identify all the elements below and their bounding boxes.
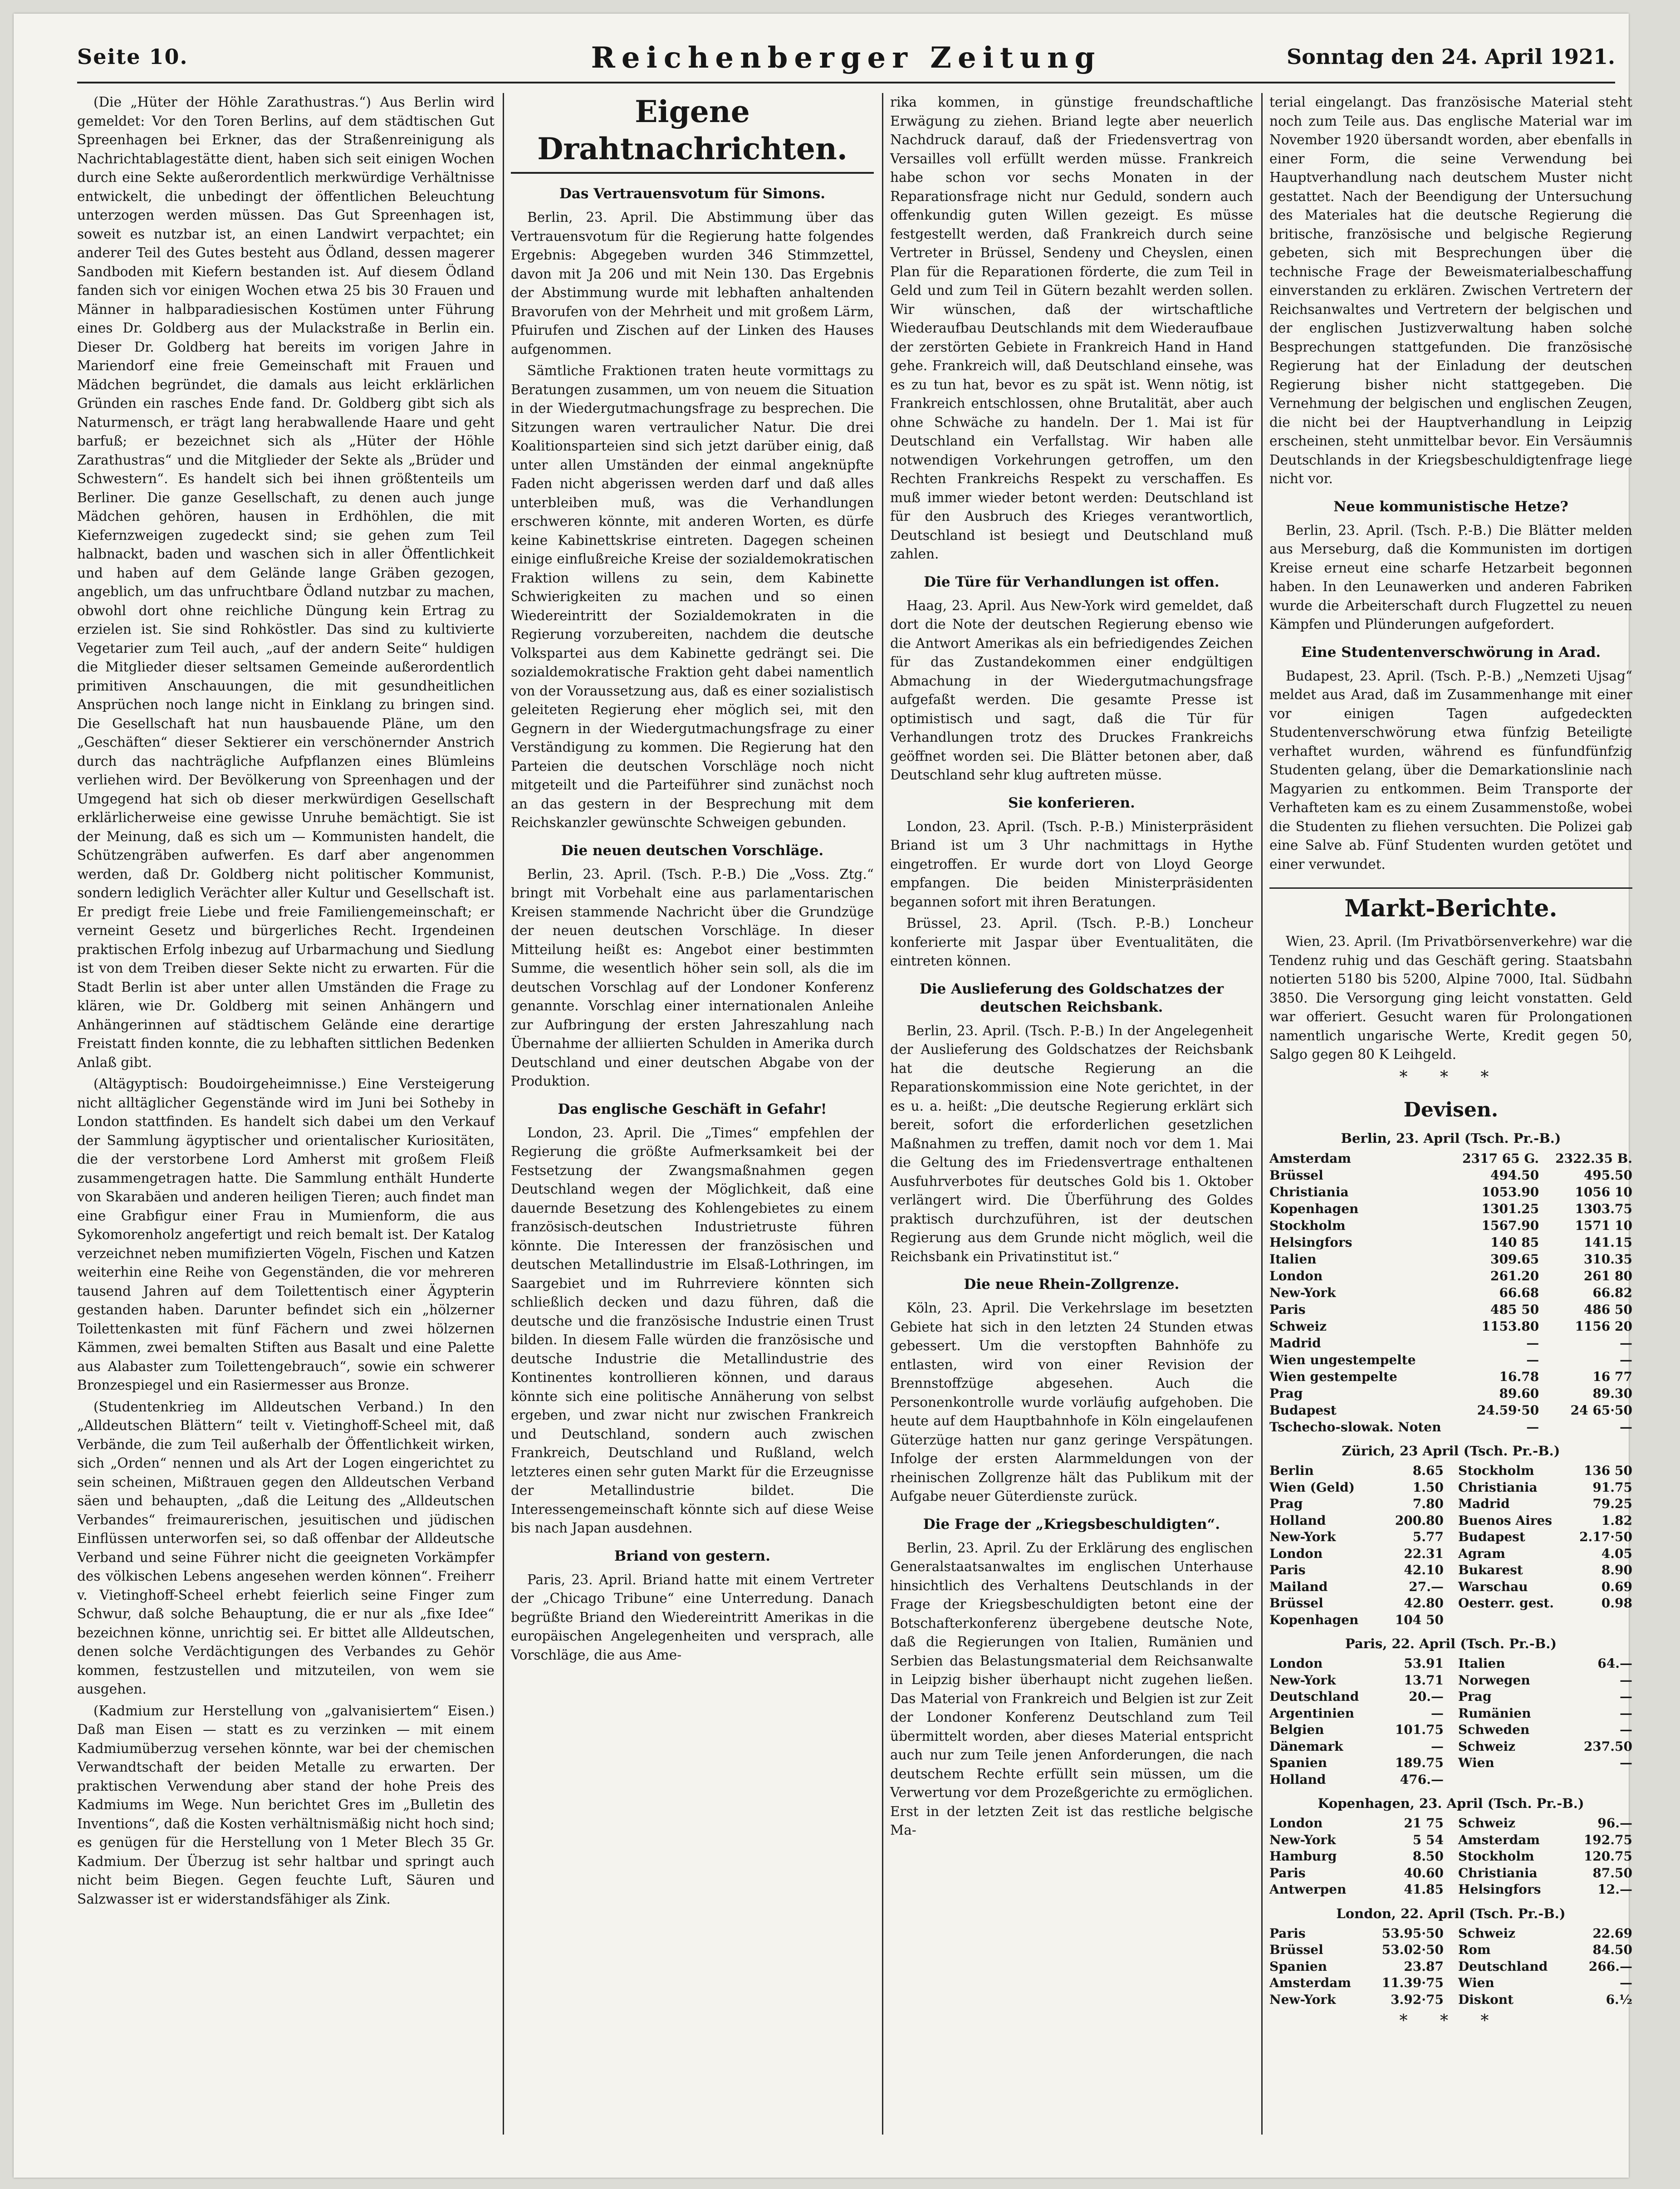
rate-block-head: Paris, 22. April (Tsch. Pr.-B.) bbox=[1345, 1636, 1557, 1651]
rate-row bbox=[1269, 1865, 1444, 1882]
headline: Sie konferieren. bbox=[1008, 794, 1135, 811]
rate-row bbox=[1458, 1579, 1632, 1596]
rate-value: — bbox=[1620, 1672, 1632, 1688]
rate-place: Prag bbox=[1269, 1386, 1303, 1401]
rate-value: 8.50 bbox=[1412, 1849, 1444, 1864]
rate-place: Helsingfors bbox=[1269, 1235, 1352, 1250]
article-paragraph: Berlin, 23. April. (Tsch. P.-B.) Die „Voss. Ztg.“ bringt mit Vorbehalt eine aus parlamentarischen Kreisen stammende Nachricht über die Grundzüge der neuen deutschen Vorschläge. In dieser Mitteilung heißt es: Angebot einer bestimmten Summe, die wesentlich höher sein soll, als die im deutschen Vorschlag auf der Londoner Konferenz genannte. Vorschlag einer internationalen Anleihe zur Aufbringung der ersten Jahreszahlung nach Übernahme der alliierten Schulden in Amerika durch Deutschland und einer deutschen Abgabe von der Produktion. bbox=[511, 866, 874, 1089]
rate-place: Budapest bbox=[1269, 1403, 1337, 1418]
rate-place: London bbox=[1269, 1656, 1323, 1671]
rate-place: Christiania bbox=[1458, 1865, 1538, 1880]
rate-row bbox=[1458, 1925, 1632, 1942]
rate-value: 21 75 bbox=[1404, 1816, 1444, 1831]
headline: Das englische Geschäft in Gefahr! bbox=[558, 1101, 827, 1117]
rate-value: — bbox=[1526, 1420, 1539, 1435]
rate-value: — bbox=[1620, 1689, 1632, 1704]
rate-value: 53.91 bbox=[1404, 1656, 1444, 1671]
rate-value: 2322.35 B. bbox=[1555, 1151, 1632, 1166]
rate-value: 24 65·50 bbox=[1570, 1403, 1632, 1418]
rate-block-head: London, 22. April (Tsch. Pr.-B.) bbox=[1336, 1905, 1566, 1921]
rate-block-head: Berlin, 23. April (Tsch. Pr.-B.) bbox=[1341, 1131, 1561, 1146]
rate-row bbox=[1269, 1722, 1444, 1738]
rate-row bbox=[1458, 1722, 1632, 1738]
rate-place: Kopenhagen bbox=[1269, 1201, 1359, 1216]
article-paragraph: Brüssel, 23. April. (Tsch. P.-B.) Loncheur konferierte mit Jaspar über Eventualitäten, die eintreten können. bbox=[890, 916, 1253, 969]
rate-place: Paris bbox=[1269, 1865, 1306, 1880]
rate-place: Brüssel bbox=[1269, 1168, 1323, 1183]
separator-stars: * * * bbox=[1399, 2012, 1503, 2030]
rate-value: 53.02·50 bbox=[1381, 1942, 1444, 1957]
rate-value: 41.85 bbox=[1404, 1882, 1444, 1897]
rate-value: 13.71 bbox=[1404, 1672, 1444, 1688]
rate-value: 16.78 bbox=[1499, 1369, 1539, 1384]
rates-right-column bbox=[1458, 1655, 1632, 1788]
rate-value: — bbox=[1431, 1705, 1444, 1721]
rate-row bbox=[1269, 1672, 1444, 1689]
rate-row bbox=[1269, 1959, 1444, 1975]
rate-place: Norwegen bbox=[1458, 1672, 1530, 1688]
rate-value: 136 50 bbox=[1583, 1463, 1632, 1478]
article-zarathustra: (Die „Hüter der Höhle Zarathustras.“) Aus Berlin wird gemeldet: Vor den Toren Berlins, auf dem städtischen Gut Spreenhagen bei Erkner, das der Straßenreinigung als Nachrichtablagestätte dient, haben sich seit einigen Wochen durch eine Sekte außerordentlich merkwürdige Verhältnisse entwickelt, die unbedingt der öffentlichen Beleuchtung unterzogen werden müssen. Das Gut Spreenhagen ist, soweit es nutzbar ist, an einen Landwirt verpachtet; ein anderer Teil des Gutes besteht aus Ödland, dessen magerer Sandboden mit Kiefern bestanden ist. Auf diesem Ödland fanden sich vor einigen Wochen etwa 25 bis 30 Frauen und Männer in halbparadiesischen Kostümen unter Führung eines Dr. Goldberg aus der Mulackstraße in Berlin ein. Dieser Dr. Goldberg hat bereits im vorigen Jahre in Mariendorf eine freie Gemeinschaft mit Frauen und Mädchen begründet, die damals aus leicht erklärlichen Gründen ein rasches Ende fand. Dr. Goldberg gibt sich als Naturmensch, er trägt lang herabwallende Haare und geht barfuß; er bezeichnet sich als „Hüter der Höhle Zarathustras“ und die Mitglieder der Sekte als „Brüder und Schwestern“. Es handelt sich bei ihnen größtenteils um Berliner. Die ganze Gesellschaft, zu denen auch junge Mädchen gehören, hausen in Erdhöhlen, die mit Kiefernzweigen zugedeckt sind; sie gehen zum Teil halbnackt, baden und waschen sich in aller Öffentlichkeit und haben auf dem Gelände lange Gräben gezogen, angeblich, um das unfruchtbare Ödland nutzbar zu machen, obwohl dort ohne reichliche Düngung kein Ertrag zu erzielen ist. Sie sind Rohköstler. Das sind zu kultivierte Vegetarier zum Teil auch, „auf der andern Seite“ huldigen die Mitglieder dieser seltsamen Gemeinde außerordentlich primitiven Anschauungen, die mit gesundheitlichen Ansprüchen noch lange nicht in Einklang zu bringen sind. Die Gesellschaft hat nun hausbauende Pläne, um den „Geschäften“ dieser Sektierer ein verschönernder Anstrich durch das nachträgliche Aufpflanzen eines Blümleins verliehen wird. Der Bevölkerung von Spreenhagen und der Umgegend hat sich ob dieser merkwürdigen Gesellschaft erklärlicherweise eine gewisse Unruhe bemächtigt. Sie ist der Meinung, daß es sich um — Kommunisten handelt, die Schützengräben aufwerfen. Es darf aber angenommen werden, daß Dr. Goldberg nicht politischer Kommunist, sondern lediglich Verächter aller Kultur und Gesellschaft ist. Er predigt freie Liebe und freie Familiengemeinschaft; er verneint Gesetz und bürgerliches Recht. Irgendeinen praktischen Erfolg inbezug auf Urbarmachung und Siedlung ist von dem Treiben dieser Sekte nicht zu erwarten. Für die Stadt Berlin ist aber unter allen Umständen die Frage zu klären, wie Dr. Goldberg mit seinen Anhängern und Anhängerinnen auf städtischem Gelände eine derartige Freistatt finden konnte, die zu lebhaften sittlichen Bedenken Anlaß gibt. bbox=[77, 94, 495, 1070]
rate-row bbox=[1269, 1463, 1444, 1479]
rate-value: 84.50 bbox=[1592, 1942, 1632, 1957]
headline: Die neuen deutschen Vorschläge. bbox=[561, 842, 824, 859]
rate-value: 5.77 bbox=[1412, 1529, 1444, 1544]
rate-row bbox=[1458, 1865, 1632, 1882]
rate-row bbox=[1269, 1268, 1632, 1284]
rate-place: New-York bbox=[1269, 1832, 1336, 1847]
rate-row bbox=[1269, 1402, 1632, 1419]
rate-value: 1153.80 bbox=[1481, 1319, 1539, 1334]
separator-stars: * * * bbox=[1399, 1068, 1503, 1087]
rate-value: 0.98 bbox=[1601, 1596, 1632, 1611]
rate-place: Deutschland bbox=[1458, 1959, 1548, 1974]
article-paragraph: London, 23. April. Die „Times“ empfehlen der Regierung die größte Aufmerksamkeit bei der Festsetzung der Zwangsmaßnahmen gegen Deutschland wegen der Möglichkeit, daß eine dauernde Besetzung des Kohlengebietes zu einem französisch-deutschen Industrietruste führen könnte. Die Interessen der französischen und deutschen Metallindustrie im Elsaß-Lothringen, im Saargebiet und im Ruhrreviere könnten sich schließlich decken und dazu führen, daß die deutsche und die französische Industrie einen Trust bilden. In diesem Falle würden die französische und deutsche Industrie die Metallindustrie des Kontinentes kontrollieren können, und daraus könnte sich eine politische Annäherung von selbst ergeben, und zwar nicht nur zwischen Frankreich und Deutschland, sondern auch zwischen Frankreich, Deutschland und Rußland, welch letzteres einen sehr guten Markt für die Erzeugnisse der Metallindustrie bildet. Die Interessengemeinschaft könnte sich auf diese Weise bis nach Japan ausdehnen. bbox=[511, 1125, 874, 1536]
rate-row bbox=[1269, 1689, 1444, 1705]
rate-value: 192.75 bbox=[1583, 1832, 1632, 1847]
rate-row bbox=[1269, 1150, 1632, 1167]
rate-value: 42.80 bbox=[1404, 1596, 1444, 1611]
rate-row bbox=[1269, 1234, 1632, 1251]
headline: Das Vertrauensvotum für Simons. bbox=[559, 186, 826, 202]
rate-row bbox=[1269, 1881, 1444, 1898]
rate-value: 266.— bbox=[1588, 1959, 1632, 1974]
rate-value: 261.20 bbox=[1490, 1268, 1539, 1283]
rate-value: 79.25 bbox=[1592, 1496, 1632, 1511]
rate-value: 27.— bbox=[1409, 1579, 1444, 1594]
rate-row bbox=[1269, 1655, 1444, 1672]
rate-place: Amsterdam bbox=[1458, 1832, 1540, 1847]
rate-row bbox=[1269, 1479, 1444, 1496]
article-paragraph: London, 23. April. (Tsch. P.-B.) Ministerpräsident Briand ist um 3 Uhr nachmittags in Hythe eingetroffen. Er wurde dort von Lloyd George empfangen. Die beiden Ministerpräsidenten begannen sofort mit ihren Beratungen. bbox=[890, 818, 1253, 910]
rate-value: 42.10 bbox=[1404, 1562, 1444, 1577]
rate-row bbox=[1269, 1368, 1632, 1385]
article-paragraph: Budapest, 23. April. (Tsch. P.-B.) „Nemzeti Ujsag“ meldet aus Arad, daß im Zusammenhange mit einer vor einigen Tagen aufgedeckten Studentenverschwörung etwa fünfzig Beteiligte verhaftet wurden, während es fünfundfünfzig Studenten gelang, über die Demarkationslinie nach Magyarien zu entkommen. Beim Transporte der Verhafteten kam es zu einem Zusammenstoße, wobei die Studenten zu fliehen versuchten. Die Polizei gab eine Salve ab. Fünf Studenten wurden getötet und einer verwundet. bbox=[1269, 668, 1632, 872]
article-altaegyptisch: (Altägyptisch: Boudoirgeheimnisse.) Eine Versteigerung nicht alltäglicher Gegenstände wird im Juni bei Sotheby in London stattfinden. Es handelt sich dabei um den Verkauf der Sammlung ägyptischer und orientalischer Kuriositäten, die der verstorbene Lord Amherst mit großem Fleiß zusammengetragen hatte. Die Sammlung enthält Hunderte von Skarabäen und anderen heiligen Tieren; auch findet man eine Grabfigur einer Frau in Mumienform, die aus Sykomorenholz angefertigt und reich bemalt ist. Der Katalog verzeichnet neben mumifizierten Vögeln, Fischen und Katzen weiterhin eine Reihe von Gegenständen, die vor mehreren tausend Jahren auf dem Toilettentisch einer Ägypterin gestanden haben. Darunter befindet sich ein „hölzerner Toilettenkasten mit fünf Fächern und zwei hölzernen Kämmen, zwei bemalten Stiften aus Basalt und eine Palette aus Alabaster zum Toilettengebrauch“, sowie ein schwerer Bronzespiegel und ein Rasiermesser aus Bronze. bbox=[77, 1076, 495, 1393]
rate-value: 486 50 bbox=[1583, 1302, 1632, 1317]
rate-place: Prag bbox=[1269, 1496, 1303, 1511]
rate-row bbox=[1458, 1832, 1632, 1849]
devisen-title: Devisen. bbox=[1403, 1098, 1499, 1121]
rate-row bbox=[1269, 1815, 1444, 1832]
rate-place: Stockholm bbox=[1269, 1218, 1346, 1233]
rate-place: Berlin bbox=[1269, 1463, 1314, 1478]
rate-place: Tschecho-slowak. Noten bbox=[1269, 1420, 1441, 1435]
rate-place: Prag bbox=[1458, 1689, 1492, 1704]
rate-value: 53.95·50 bbox=[1381, 1925, 1444, 1941]
rate-place: Buenos Aires bbox=[1458, 1513, 1553, 1528]
rates-left-column bbox=[1269, 1815, 1444, 1898]
rate-value: 24.59·50 bbox=[1477, 1403, 1539, 1418]
rate-row bbox=[1458, 1975, 1632, 1992]
rate-place: Paris bbox=[1269, 1925, 1306, 1941]
rate-place: Belgien bbox=[1269, 1722, 1324, 1737]
headline: Eine Studentenverschwörung in Arad. bbox=[1301, 644, 1601, 661]
rate-place: Spanien bbox=[1269, 1755, 1327, 1770]
rate-value: — bbox=[1620, 1755, 1632, 1770]
rate-row bbox=[1269, 1251, 1632, 1268]
rate-row bbox=[1269, 1546, 1444, 1562]
newspaper-page bbox=[14, 14, 1632, 2178]
rate-place: Argentinien bbox=[1269, 1705, 1354, 1721]
rate-value: 1.82 bbox=[1601, 1513, 1632, 1528]
market-wien-paragraph: Wien, 23. April. (Im Privatbörsenverkehre) war die Tendenz ruhig und das Geschäft gering. Staatsbahn notierten 5180 bis 5200, Alpine 7000, Ital. Südbahn 3850. Die Versorgung ging leicht vonstatten. Geld war offeriert. Gesucht waren für Prolongationen namentlich ungarische Werte, Kredit gegen 50, Salgo gegen 80 K Leihgeld. bbox=[1269, 934, 1632, 1062]
rate-place: New-York bbox=[1269, 1285, 1336, 1300]
article-alldeutscher-verband: (Studentenkrieg im Alldeutschen Verband.) In den „Alldeutschen Blättern“ teilt v. Vietinghoff-Scheel mit, daß Verbände, die zum Teil außerhalb der Öffentlichkeit wirken, sich „Orden“ nennen und als Art der Logen eingerichtet zu sein scheinen, Mißtrauen gegen den Alldeutschen Verband säen und behaupten, „daß die Leitung des „Alldeutschen Verbandes“ freimaurerischen, jesuitischen und jüdischen Einflüssen unterworfen sei, so daß offenbar der Alldeutsche Verband und seine Führer nicht die geeigneten Vorkämpfer des völkischen Lebens angesehen werden können“. Freiherr v. Vietinghoff-Scheel erhebt feierlich seine Finger zum Schwur, daß solche Behauptung, die er nur als „fixe Idee“ bezeichnen könne, unrichtig sei. Er bittet alle Alldeutschen, denen solche Verdächtigungen des Verbandes zu Gehör kommen, festzustellen und mitzuteilen, von wem sie ausgehen. bbox=[77, 1399, 495, 1697]
rate-row bbox=[1458, 1705, 1632, 1722]
rate-row bbox=[1458, 1496, 1632, 1513]
rate-value: 1567.90 bbox=[1481, 1218, 1539, 1233]
rate-value: 5 54 bbox=[1412, 1832, 1444, 1847]
rate-row bbox=[1269, 1419, 1632, 1435]
rate-place: Brüssel bbox=[1269, 1942, 1323, 1957]
rate-row bbox=[1269, 1595, 1444, 1612]
column-rule bbox=[503, 93, 504, 2135]
rate-row bbox=[1458, 1942, 1632, 1959]
rate-place: Holland bbox=[1269, 1513, 1326, 1528]
rate-place: Italien bbox=[1458, 1656, 1505, 1671]
rate-place: Dänemark bbox=[1269, 1738, 1343, 1754]
rate-value: 66.68 bbox=[1499, 1285, 1539, 1300]
rates-right-column bbox=[1458, 1925, 1632, 2008]
article-paragraph: Köln, 23. April. Die Verkehrslage im besetzten Gebiete hat sich in den letzten 24 Stunden etwas gebessert. Um die verstopften Bahnhöfe zu entlasten, wird von einer Revision der Brennstoffzüge abgesehen. Auch die Personenkontrolle wurde vorläufig aufgehoben. Die heute auf dem Hauptbahnhofe in Köln eingelaufenen Güterzüge hatten nur ganz geringe Verspätungen. Infolge der ersten Alarmmeldungen von der rheinischen Zollgrenze hält das Publikum mit der Aufgabe neuer Güterdienste zurück. bbox=[890, 1300, 1253, 1504]
rate-value: 11.39·75 bbox=[1381, 1975, 1444, 1990]
rate-row bbox=[1269, 1352, 1632, 1368]
rate-value: 485 50 bbox=[1490, 1302, 1539, 1317]
rate-row bbox=[1458, 1655, 1632, 1672]
rate-place: London bbox=[1269, 1268, 1323, 1283]
rate-value: 40.60 bbox=[1404, 1865, 1444, 1880]
rate-value: 20.— bbox=[1409, 1689, 1444, 1704]
rate-place: Paris bbox=[1269, 1302, 1306, 1317]
rate-place: Brüssel bbox=[1269, 1596, 1323, 1611]
rate-value: 0.69 bbox=[1601, 1579, 1632, 1594]
rate-value: 1303.75 bbox=[1575, 1201, 1632, 1216]
rates-left-column bbox=[1269, 1463, 1444, 1628]
rate-value: 494.50 bbox=[1490, 1168, 1539, 1183]
rate-place: New-York bbox=[1269, 1529, 1336, 1544]
article-paragraph: Berlin, 23. April. (Tsch. P.-B.) Die Blätter melden aus Merseburg, daß die Kommunisten im dortigen Kreise erneut eine scharfe Hetzarbeit begonnen haben. In den Leunawerken und anderen Fabriken wurde die Arbeiterschaft durch Flugzettel zu neuen Kämpfen und Plünderungen aufgefordert. bbox=[1269, 522, 1632, 632]
rate-row bbox=[1269, 1284, 1632, 1301]
rate-row bbox=[1458, 1546, 1632, 1562]
article-paragraph: Haag, 23. April. Aus New-York wird gemeldet, daß dort die Note der deutschen Regierung ebenso wie die Antwort Amerikas als ein befriedigendes Zeichen für das Zustandekommen einer endgültigen Abmachung in der Wiedergutmachungsfrage aufgefaßt werden. Die gesamte Presse ist optimistisch und sagt, daß die Tür für Verhandlungen trotz des Druckes Frankreichs geöffnet worden sei. Die Blätter betonen aber, daß Deutschland sehr klug auftreten müsse. bbox=[890, 597, 1253, 783]
rate-value: 200.80 bbox=[1395, 1513, 1444, 1528]
rate-place: Holland bbox=[1269, 1772, 1326, 1787]
rate-row bbox=[1269, 1184, 1632, 1200]
article-paragraph: Berlin, 23. April. Zu der Erklärung des englischen Generalstaatsanwaltes im englischen Unterhause hinsichtlich des Verhaltens Deutschlands in der Frage der Kriegsbeschuldigten betont eine der Botschafterkonferenz übergebene deutsche Note, daß die Regierungen von Italien, Rumänien und Serbien das Belastungsmaterial dem Reichsanwalte in Leipzig bisher überhaupt nicht zugehen ließen. Das Material von Frankreich und Belgien ist zur Zeit der Londoner Konferenz Deutschland zum Teil übermittelt worden, aber dieses Material entspricht auch nur zum Teile jenen Anforderungen, die nach deutschem Rechte erfüllt sein müssen, um die Verwertung vor dem Prozeßgerichte zu ermöglichen. Erst in der letzten Zeit ist das restliche belgische Ma- bbox=[890, 1540, 1253, 1838]
rate-value: 6.½ bbox=[1606, 1992, 1632, 2007]
rate-place: Amsterdam bbox=[1269, 1151, 1351, 1166]
rate-row bbox=[1269, 1335, 1632, 1352]
rate-place: Madrid bbox=[1458, 1496, 1510, 1511]
rate-place: Rumänien bbox=[1458, 1705, 1531, 1721]
rate-place: Stockholm bbox=[1458, 1463, 1534, 1478]
rate-place: London bbox=[1269, 1816, 1323, 1831]
rate-value: 66.82 bbox=[1592, 1285, 1632, 1300]
rate-place: Bukarest bbox=[1458, 1562, 1523, 1577]
rate-value: 89.30 bbox=[1592, 1386, 1632, 1401]
rate-value: — bbox=[1620, 1975, 1632, 1990]
rate-value: 1.50 bbox=[1412, 1479, 1444, 1495]
rate-value: 3.92·75 bbox=[1391, 1992, 1444, 2007]
rate-row bbox=[1269, 1167, 1632, 1184]
rate-place: Helsingfors bbox=[1458, 1882, 1541, 1897]
issue-date: Sonntag den 24. April 1921. bbox=[1286, 44, 1615, 69]
london-rates bbox=[1269, 1925, 1632, 2008]
rate-row bbox=[1269, 1705, 1444, 1722]
newspaper-title: Reichenberger Zeitung bbox=[591, 41, 1102, 75]
rate-row bbox=[1269, 1832, 1444, 1849]
article-paragraph: rika kommen, in günstige freundschaftliche Erwägung zu ziehen. Briand legte aber neuerlich Nachdruck darauf, daß der Friedensvertrag von Versailles voll erfüllt werden müsse. Frankreich habe schon vor sechs Monaten in der Reparationsfrage nicht nur Geduld, sondern auch offenkundig guten Willen gezeigt. Es müsse festgestellt werden, daß Frankreich durch seine Vertreter in Brüssel, Sendeny und Cheyslen, einen Plan für die Reparationen förderte, die zum Teil in Geld und zum Teil in Gütern bezahlt werden sollen. Wir wünschen, daß der wirtschaftliche Wiederaufbau Deutschlands mit dem Wiederaufbaue der zerstörten Gebiete in Frankreich Hand in Hand gehe. Frankreich will, daß Deutschland einsehe, was es zu tun hat, bevor es zu spät ist. Wenn nötig, ist Frankreich entschlossen, ohne Brutalität, aber auch ohne Schwäche zu handeln. Der 1. Mai ist für Deutschland ein Verfallstag. Wir haben alle notwendigen Vorkehrungen getroffen, um den Rechten Frankreichs Respekt zu verschaffen. Es muß immer wieder betont werden: Deutschland ist für den Ausbruch des Krieges verantwortlich, Deutschland ist besiegt und Deutschland muß zahlen. bbox=[890, 94, 1253, 562]
rate-row bbox=[1458, 1755, 1632, 1772]
rate-value: — bbox=[1620, 1420, 1632, 1435]
rate-value: — bbox=[1620, 1705, 1632, 1721]
rate-row bbox=[1269, 1385, 1632, 1402]
rate-place: Spanien bbox=[1269, 1959, 1327, 1974]
rate-place: Schweiz bbox=[1458, 1925, 1516, 1941]
page-number: Seite 10. bbox=[77, 44, 188, 69]
rate-value: — bbox=[1620, 1722, 1632, 1737]
rate-place: Christiania bbox=[1458, 1479, 1538, 1495]
rate-row bbox=[1458, 1959, 1632, 1975]
rate-row bbox=[1269, 1772, 1444, 1788]
rate-value: 7.80 bbox=[1412, 1496, 1444, 1511]
rate-value: 2.17·50 bbox=[1579, 1529, 1632, 1544]
rate-value: 16 77 bbox=[1592, 1369, 1632, 1384]
column-1 bbox=[77, 93, 495, 2135]
article-paragraph: Paris, 23. April. Briand hatte mit einem Vertreter der „Chicago Tribune“ eine Unterredung. Danach begrüßte Briand den Wiedereintritt Amerikas in die europäischen Angelegenheiten und versprach, alle Vorschläge, die aus Ame- bbox=[511, 1572, 874, 1663]
rate-place: Agram bbox=[1458, 1546, 1505, 1561]
rate-value: 8.90 bbox=[1601, 1562, 1632, 1577]
column-2 bbox=[511, 93, 874, 2135]
rate-place: Wien ungestempelte bbox=[1269, 1352, 1416, 1367]
rate-value: 141.15 bbox=[1583, 1235, 1632, 1250]
rate-row bbox=[1458, 1815, 1632, 1832]
headline: Die Frage der „Kriegsbeschuldigten“. bbox=[923, 1516, 1220, 1533]
rates-right-column bbox=[1458, 1815, 1632, 1898]
rate-row bbox=[1269, 1975, 1444, 1992]
rates-right-column bbox=[1458, 1463, 1632, 1628]
rate-place: Mailand bbox=[1269, 1579, 1328, 1594]
rate-value: 261 80 bbox=[1583, 1268, 1632, 1283]
rate-row bbox=[1458, 1529, 1632, 1546]
rate-value: — bbox=[1526, 1352, 1539, 1367]
rate-row bbox=[1458, 1672, 1632, 1689]
rate-value: 309.65 bbox=[1490, 1252, 1539, 1267]
rate-row bbox=[1458, 1562, 1632, 1579]
rates-left-column bbox=[1269, 1655, 1444, 1788]
rate-value: 120.75 bbox=[1583, 1849, 1632, 1864]
rate-row bbox=[1269, 1301, 1632, 1318]
rate-row bbox=[1269, 1738, 1444, 1755]
rate-block-head: Zürich, 23 April (Tsch. Pr.-B.) bbox=[1342, 1443, 1560, 1459]
rate-row bbox=[1269, 1529, 1444, 1546]
column-rule bbox=[882, 93, 883, 2135]
column-4 bbox=[1269, 93, 1632, 2135]
rate-place: Wien (Geld) bbox=[1269, 1479, 1355, 1495]
rate-value: 1156 20 bbox=[1575, 1319, 1632, 1334]
headline: Die Auslieferung des Goldschatzes der deutschen Reichsbank. bbox=[919, 980, 1224, 1015]
rate-place: Budapest bbox=[1458, 1529, 1525, 1544]
rate-row bbox=[1458, 1513, 1632, 1529]
rate-value: 4.05 bbox=[1601, 1546, 1632, 1561]
section-title-drahtnachrichten: Eigene Drahtnachrichten. bbox=[511, 93, 874, 174]
rate-row bbox=[1269, 1579, 1444, 1596]
rate-row bbox=[1269, 1496, 1444, 1513]
rate-row bbox=[1269, 1925, 1444, 1942]
rate-place: New-York bbox=[1269, 1672, 1336, 1688]
headline: Neue kommunistische Hetze? bbox=[1333, 498, 1568, 515]
rate-place: Wien bbox=[1458, 1975, 1494, 1990]
rate-place: Wien gestempelte bbox=[1269, 1369, 1397, 1384]
rate-value: 22.31 bbox=[1404, 1546, 1444, 1561]
berlin-rates-table bbox=[1269, 1150, 1632, 1435]
rate-value: 89.60 bbox=[1499, 1386, 1539, 1401]
rate-place: New-York bbox=[1269, 1992, 1336, 2007]
rate-place: Deutschland bbox=[1269, 1689, 1359, 1704]
rate-row bbox=[1269, 1513, 1444, 1529]
rate-place: Italien bbox=[1269, 1252, 1317, 1267]
rate-value: 8.65 bbox=[1412, 1463, 1444, 1478]
rate-place: Amsterdam bbox=[1269, 1975, 1351, 1990]
rate-row bbox=[1269, 1217, 1632, 1234]
rate-value: 310.35 bbox=[1583, 1252, 1632, 1267]
paris-rates bbox=[1269, 1655, 1632, 1788]
rate-row bbox=[1458, 1595, 1632, 1612]
rate-value: 476.— bbox=[1400, 1772, 1444, 1787]
rate-place: Schweiz bbox=[1458, 1816, 1516, 1831]
rate-place: Wien bbox=[1458, 1755, 1494, 1770]
article-paragraph: terial eingelangt. Das französische Material steht noch zum Teile aus. Das englische Material war im November 1920 übersandt worden, aber ebenfalls in einer Form, die seine Verwendung bei Hauptverhandlung nach deutschem Muster nicht gestattet. Nach der Beendigung der Untersuchung des Materiales hat die deutsche Regierung die britische, französische und belgische Regierung gebeten, sich mit Besprechungen über die technische Frage der Beweismaterialbeschaffung einverstanden zu erklären. Zwischen Vertretern der Reichsanwaltes und Vertretern der belgischen und der englischen Justizverwaltung haben solche Besprechungen stattgefunden. Die französische Regierung hat der Einladung der deutschen Regierung bisher nicht stattgegeben. Die Vernehmung der belgischen und englischen Zeugen, die nicht bei der Hauptverhandlung in Leipzig erscheinen, steht unmittelbar bevor. Ein Versäumnis Deutschlands in der Kriegsbeschuldigtenfrage liege nicht vor. bbox=[1269, 94, 1632, 486]
rate-place: Antwerpen bbox=[1269, 1882, 1347, 1897]
page-header bbox=[77, 41, 1615, 83]
rate-place: Kopenhagen bbox=[1269, 1612, 1359, 1627]
rate-place: Madrid bbox=[1269, 1336, 1321, 1351]
article-paragraph: Sämtliche Fraktionen traten heute vormittags zu Beratungen zusammen, um von neuem die Situation in der Wiedergutmachungsfrage zu besprechen. Die Sitzungen waren vertraulicher Natur. Die drei Koalitionsparteien sind sich jetzt darüber einig, daß unter allen Umständen der einmal angeknüpfte Faden nicht abgerissen werden darf und daß alles unterbleiben muß, was die Verhandlungen erschweren könnte, mit anderen Worten, es dürfe keine Kabinettskrise eintreten. Dagegen scheinen einige einflußreiche Kreise der sozialdemokratischen Fraktion willens zu sein, dem Kabinette Schwierigkeiten zu machen und so einen Wiedereintritt der Sozialdemokraten in die Regierung vorzubereiten, nachdem die deutsche Volkspartei aus dem Kabinette gedrängt sei. Die sozialdemokratische Fraktion geht dabei namentlich von der Voraussetzung aus, daß es einer sozialistisch geleiteten Regierung eher möglich sei, mit den Gegnern in der Wiedergutmachungsfrage zu einer Verständigung zu kommen. Die Regierung hat den Parteien die deutschen Vorschläge noch nicht mitgeteilt und die Parteiführer sind zunächst noch an das gestern in der Besprechung mit dem Reichskanzler gewünschte Schweigen gebunden. bbox=[511, 363, 874, 830]
rate-block-head: Kopenhagen, 23. April (Tsch. Pr.-B.) bbox=[1318, 1796, 1584, 1811]
rate-value: — bbox=[1431, 1738, 1444, 1754]
rate-value: 96.— bbox=[1597, 1816, 1632, 1831]
rate-row bbox=[1269, 1318, 1632, 1335]
rate-value: 23.87 bbox=[1404, 1959, 1444, 1974]
rate-row bbox=[1458, 1738, 1632, 1755]
kopenhagen-rates bbox=[1269, 1815, 1632, 1898]
headline: Briand von gestern. bbox=[614, 1547, 770, 1564]
rate-row bbox=[1269, 1992, 1444, 2008]
rate-row bbox=[1458, 1463, 1632, 1479]
rate-value: 1056 10 bbox=[1575, 1185, 1632, 1200]
rate-place: London bbox=[1269, 1546, 1323, 1561]
rate-place: Diskont bbox=[1458, 1992, 1514, 2007]
rate-value: 237.50 bbox=[1583, 1738, 1632, 1754]
rate-place: Schweden bbox=[1458, 1722, 1530, 1737]
rate-value: — bbox=[1620, 1352, 1632, 1367]
rate-row bbox=[1269, 1612, 1444, 1629]
rate-value: — bbox=[1526, 1336, 1539, 1351]
rate-place: Stockholm bbox=[1458, 1849, 1534, 1864]
zuerich-rates bbox=[1269, 1463, 1632, 1628]
rate-row bbox=[1458, 1848, 1632, 1865]
rate-value: 1053.90 bbox=[1481, 1185, 1539, 1200]
market-reports-title: Markt-Berichte. bbox=[1269, 887, 1632, 923]
headline: Die Türe für Verhandlungen ist offen. bbox=[924, 573, 1220, 590]
rate-row bbox=[1458, 1992, 1632, 2008]
article-paragraph: Berlin, 23. April. Die Abstimmung über das Vertrauensvotum für die Regierung hatte folgendes Ergebnis: Abgegeben wurden 346 Stimmzettel, davon mit Ja 206 und mit Nein 130. Das Ergebnis der Abstimmung wurde mit lebhaften anhaltenden Bravorufen von der Mehrheit und mit großem Lärm, Pfuirufen und Zischen auf der Linken des Hauses aufgenommen. bbox=[511, 210, 874, 357]
rate-place: Schweiz bbox=[1269, 1319, 1327, 1334]
rate-place: Oesterr. gest. bbox=[1458, 1596, 1554, 1611]
rate-row bbox=[1458, 1479, 1632, 1496]
rate-place: Warschau bbox=[1458, 1579, 1528, 1594]
rate-row bbox=[1269, 1848, 1444, 1865]
rate-value: — bbox=[1620, 1336, 1632, 1351]
column-3 bbox=[890, 93, 1253, 2135]
rate-value: 12.— bbox=[1597, 1882, 1632, 1897]
rate-value: 2317 65 G. bbox=[1462, 1151, 1539, 1166]
rate-value: 1571 10 bbox=[1575, 1218, 1632, 1233]
rate-value: 104 50 bbox=[1395, 1612, 1444, 1627]
rate-value: 101.75 bbox=[1395, 1722, 1444, 1737]
rate-row bbox=[1269, 1942, 1444, 1959]
headline: Die neue Rhein-Zollgrenze. bbox=[964, 1276, 1180, 1293]
rate-place: Hamburg bbox=[1269, 1849, 1337, 1864]
rate-place: Schweiz bbox=[1458, 1738, 1516, 1754]
rate-value: 87.50 bbox=[1592, 1865, 1632, 1880]
rate-row bbox=[1269, 1755, 1444, 1772]
article-paragraph: Berlin, 23. April. (Tsch. P.-B.) In der Angelegenheit der Auslieferung des Goldschatzes der Reichsbank hat die deutsche Regierung an die Reparationskommission eine Note gerichtet, in der es u. a. heißt: „Die deutsche Regierung erklärt sich bereit, sofort die erforderlichen gesetzlichen Maßnahmen zu treffen, damit noch vor dem 1. Mai die Geltung des im Friedensvertrage enthaltenen Ausfuhrverbotes für deutsches Gold bis 1. Oktober verlängert wird. Die Überführung des Goldes praktisch durchzuführen, ist der deutschen Regierung aus dem Grunde nicht möglich, weil die Reichsbank ein Privatinstitut ist.“ bbox=[890, 1023, 1253, 1264]
rate-value: 1301.25 bbox=[1481, 1201, 1539, 1216]
rate-row bbox=[1269, 1200, 1632, 1217]
rate-place: Christiania bbox=[1269, 1185, 1349, 1200]
rates-left-column bbox=[1269, 1925, 1444, 2008]
rate-value: 91.75 bbox=[1592, 1479, 1632, 1495]
rate-row bbox=[1269, 1562, 1444, 1579]
rate-row bbox=[1458, 1689, 1632, 1705]
article-kadmium: (Kadmium zur Herstellung von „galvanisiertem“ Eisen.) Daß man Eisen — statt es zu verzinken — mit einem Kadmiumüberzug versehen könnte, war bei der chemischen Verwandtschaft der beiden Metalle zu erwarten. Der praktischen Verwendung aber stand der hohe Preis des Kadmiums im Wege. Nun berichtet Gres im „Bulletin des Inventions“, daß die Kosten verhältnismäßig nicht hoch sind; es genügen für die Herstellung von 1 Meter Blech 35 Gr. Kadmium. Der Überzug ist sehr haltbar und springt auch nicht beim Biegen. Gegen feuchte Luft, Säuren und Salzwasser ist er widerstandsfähiger als Zink. bbox=[77, 1703, 495, 1907]
rate-value: 64.— bbox=[1597, 1656, 1632, 1671]
rate-value: 140 85 bbox=[1490, 1235, 1539, 1250]
rate-place: Rom bbox=[1458, 1942, 1491, 1957]
rate-value: 189.75 bbox=[1395, 1755, 1444, 1770]
rate-place: Paris bbox=[1269, 1562, 1306, 1577]
rate-row bbox=[1458, 1881, 1632, 1898]
rate-value: 495.50 bbox=[1583, 1168, 1632, 1183]
rate-value: 22.69 bbox=[1592, 1925, 1632, 1941]
column-rule bbox=[1261, 93, 1263, 2135]
